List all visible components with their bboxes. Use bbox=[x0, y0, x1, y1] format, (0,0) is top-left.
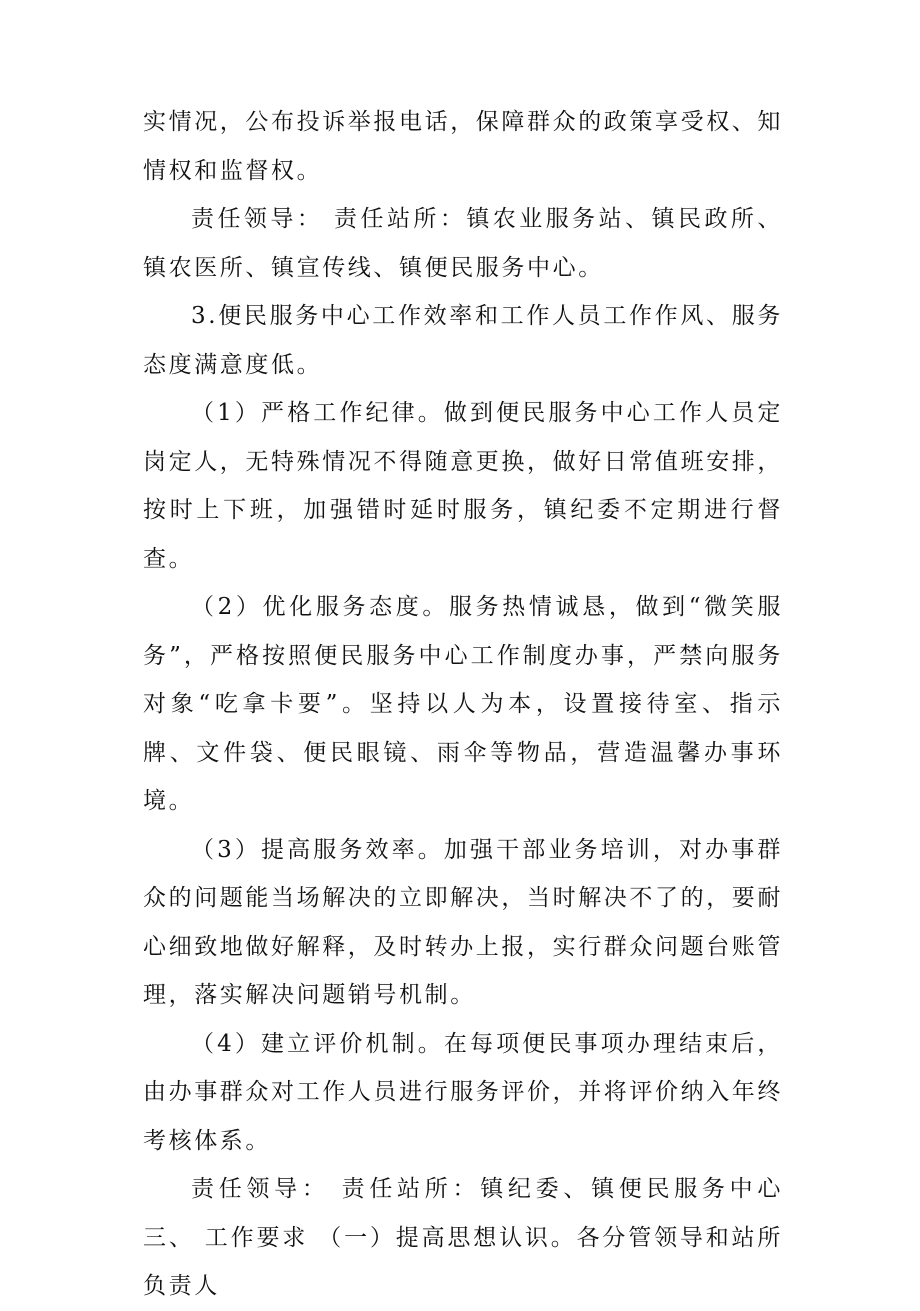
paragraph-subitem-2: （2）优化服务态度。服务热情诚恳，做到“微笑服务”，严格按照便民服务中心工作制度办事，严禁向服务对象“吃拿卡要”。坚持以人为本，设置接待室、指示牌、文件袋、便民眼镜、雨伞等物品，营造温馨办事环境。 bbox=[143, 594, 783, 814]
document-body bbox=[143, 98, 783, 1311]
paragraph-responsibility-2: 责任领导： 责任站所：镇纪委、镇便民服务中心 三、 工作要求 （一）提高思想认识。各分管领导和站所负责人 bbox=[143, 1176, 783, 1299]
paragraph-subitem-4: （4）建立评价机制。在每项便民事项办理结束后，由办事群众对工作人员进行服务评价，并将评价纳入年终考核体系。 bbox=[143, 1030, 783, 1154]
paragraph-item-3-heading: 3.便民服务中心工作效率和工作人员工作作风、服务态度满意度低。 bbox=[143, 303, 783, 378]
paragraph-subitem-3: （3）提高服务效率。加强干部业务培训，对办事群众的问题能当场解决的立即解决，当时解决不了的，要耐心细致地做好解释，及时转办上报，实行群众问题台账管理，落实解决问题销号机制。 bbox=[143, 836, 783, 1008]
paragraph-continuation: 实情况，公布投诉举报电话，保障群众的政策享受权、知情权和监督权。 bbox=[143, 109, 783, 184]
paragraph-responsibility-1: 责任领导： 责任站所：镇农业服务站、镇民政所、镇农医所、镇宣传线、镇便民服务中心。 bbox=[143, 206, 783, 281]
paragraph-subitem-1: （1）严格工作纪律。做到便民服务中心工作人员定岗定人，无特殊情况不得随意更换，做好日常值班安排，按时上下班，加强错时延时服务，镇纪委不定期进行督查。 bbox=[143, 400, 783, 572]
